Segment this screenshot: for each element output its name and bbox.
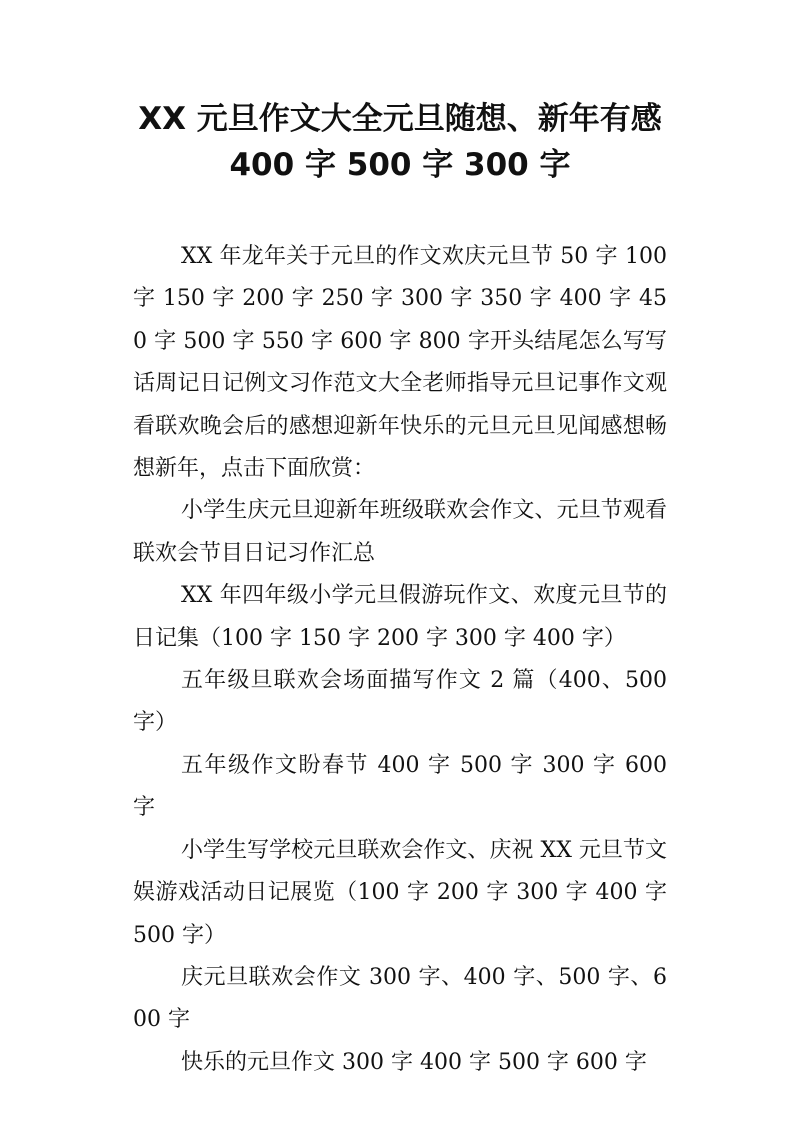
title-line-2: 400 字 500 字 300 字: [229, 147, 571, 183]
document-title: [0, 96, 800, 188]
paragraph-item: 五年级作文盼春节 400 字 500 字 300 字 600 字: [133, 752, 667, 821]
paragraph-item: 快乐的元旦作文 300 字 400 字 500 字 600 字: [181, 1049, 647, 1075]
paragraph-item: 小学生写学校元旦联欢会作文、庆祝 XX 元旦节文娱游戏活动日记展览（100 字 200 字 300 字 400 字 500 字）: [133, 837, 667, 948]
paragraph-item: XX 年四年级小学元旦假游玩作文、欢度元旦节的日记集（100 字 150 字 200 字 300 字 400 字）: [133, 583, 667, 651]
title-line-1: XX 元旦作文大全元旦随想、新年有感: [138, 101, 662, 137]
paragraph-item: 五年级旦联欢会场面描写作文 2 篇（400、500 字）: [133, 668, 667, 736]
paragraph-item: 小学生庆元旦迎新年班级联欢会作文、元旦节观看联欢会节目日记习作汇总: [133, 498, 667, 566]
paragraph-intro: XX 年龙年关于元旦的作文欢庆元旦节 50 字 100 字 150 字 200 字 250 字 300 字 350 字 400 字 450 字 500 字 550 字 600 字 800 字开头结尾怎么写写话周记日记例文习作范文大全老师指导元旦记事作文观看联欢晚会后的感想迎新年快乐的元旦元旦见闻感想畅想新年，点击下面欣赏：: [133, 244, 667, 482]
paragraph-item: 庆元旦联欢会作文 300 字、400 字、500 字、600 字: [133, 964, 667, 1033]
document-body: [133, 236, 667, 1084]
